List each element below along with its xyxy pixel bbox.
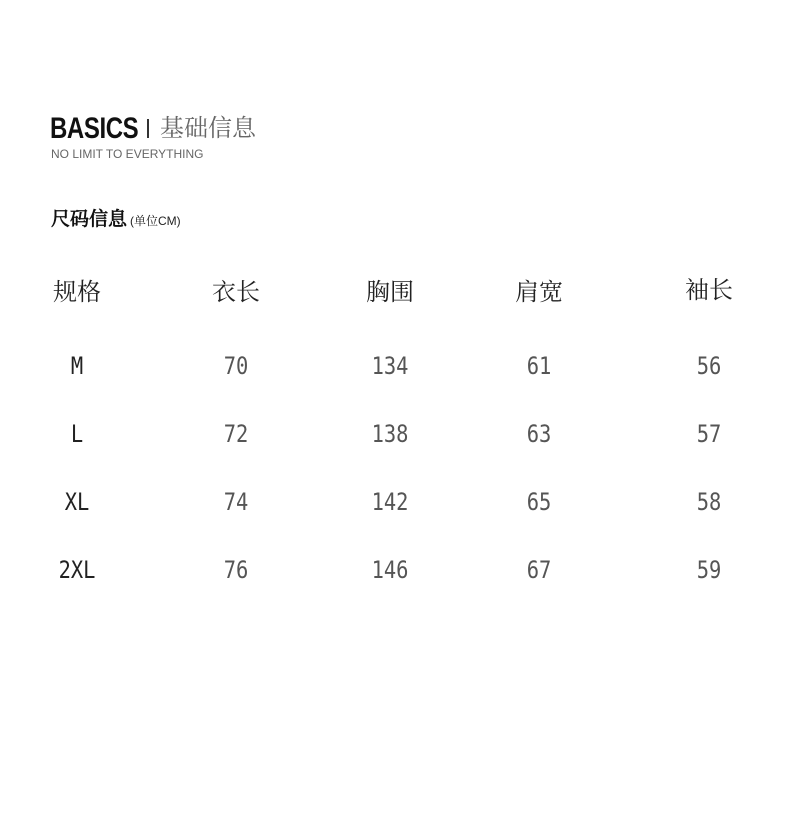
cell-chest: 138: [371, 420, 409, 448]
unit-note: (单位CM): [130, 214, 181, 228]
title-divider: [147, 119, 149, 138]
cell-length: 70: [223, 352, 249, 380]
cell-shoulder: 63: [526, 420, 552, 448]
cell-chest: 146: [371, 556, 409, 584]
cell-length: 74: [223, 488, 249, 516]
header-length: 衣长: [212, 278, 260, 306]
brand-logo-text: BASICS: [50, 112, 139, 145]
size-info-title: 尺码信息: [51, 208, 128, 230]
cell-sleeve: 59: [696, 556, 722, 584]
cell-sleeve: 57: [696, 420, 722, 448]
header-size: 规格: [53, 278, 101, 306]
brand-tagline: NO LIMIT TO EVERYTHING: [51, 147, 204, 161]
cell-length: 72: [223, 420, 249, 448]
brand-subtitle: 基础信息: [160, 114, 256, 142]
cell-sleeve: 58: [696, 488, 722, 516]
cell-size: L: [70, 420, 84, 448]
size-info-heading: [51, 206, 181, 232]
cell-shoulder: 65: [526, 488, 552, 516]
cell-shoulder: 67: [526, 556, 552, 584]
cell-shoulder: 61: [526, 352, 552, 380]
cell-size: XL: [64, 488, 90, 516]
cell-size: M: [70, 352, 84, 380]
cell-sleeve: 56: [696, 352, 722, 380]
cell-length: 76: [223, 556, 249, 584]
cell-chest: 142: [371, 488, 409, 516]
header-sleeve: 袖长: [685, 276, 733, 304]
cell-size: 2XL: [58, 556, 96, 584]
header-chest: 胸围: [366, 278, 414, 306]
cell-chest: 134: [371, 352, 409, 380]
header-shoulder: 肩宽: [515, 278, 563, 306]
